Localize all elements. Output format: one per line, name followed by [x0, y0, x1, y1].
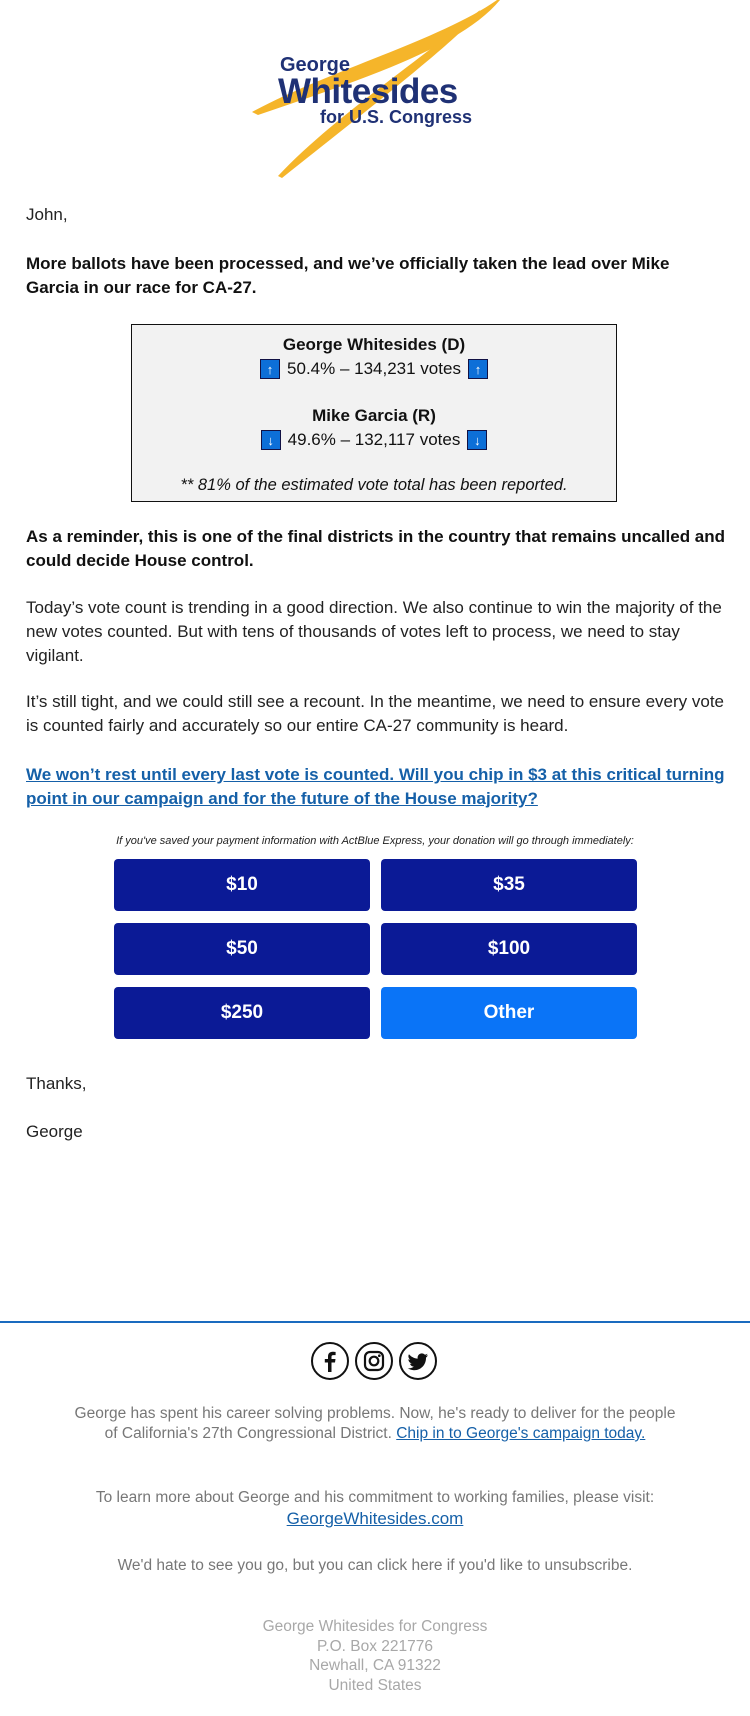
candidate2-name: Mike Garcia (R) [312, 406, 436, 425]
candidate1-name: George Whitesides (D) [282, 335, 466, 354]
facebook-icon[interactable] [311, 1342, 349, 1380]
footer-learn [70, 1488, 680, 1530]
address-line: Newhall, CA 91322 [309, 1657, 441, 1674]
footer-about-text: George has spent his career solving problems. Now, he's ready to deliver for the people of California's 27th Congressional District. [74, 1405, 676, 1442]
address-line: George Whitesides for Congress [262, 1618, 488, 1635]
address-line: P.O. Box 221776 [316, 1637, 434, 1655]
candidate2-result [132, 428, 616, 452]
footer-unsubscribe[interactable]: We'd hate to see you go, but you can click here if you'd like to unsubscribe. [117, 1557, 633, 1574]
logo-first-name: George [280, 54, 351, 76]
body-paragraph-1: Today’s vote count is trending in a good direction. We also continue to win the majority of the new votes counted. But with tens of thousands of votes left to process, we need to stay vigilant. [26, 598, 722, 665]
twitter-icon[interactable] [399, 1342, 437, 1380]
reminder-paragraph: As a reminder, this is one of the final districts in the country that remains uncalled and could decide House control. [26, 527, 726, 570]
vote-results-box [131, 324, 617, 502]
footer-learn-text: To learn more about George and his commitment to working families, please visit: [95, 1489, 655, 1506]
logo-last-name: Whitesides [278, 72, 458, 111]
address-line: United States [328, 1676, 422, 1694]
footer-website-link[interactable]: GeorgeWhitesides.com [286, 1509, 464, 1528]
footer-divider [0, 1321, 750, 1323]
candidate1-result [132, 357, 616, 381]
signoff-name: George [26, 1122, 83, 1141]
thanks-text: Thanks, [26, 1074, 87, 1093]
donate-50-button[interactable]: $50 [114, 923, 370, 975]
campaign-logo [0, 0, 750, 180]
donate-35-button[interactable]: $35 [381, 859, 637, 911]
greeting: John, [26, 205, 68, 224]
donate-cta-link[interactable]: We won’t rest until every last vote is counted. Will you chip in $3 at this critical turning point in our campaign and for the future of the House majority? [26, 765, 725, 808]
donate-100-button[interactable]: $100 [381, 923, 637, 975]
candidate2-votes: 49.6% – 132,117 votes [287, 430, 461, 449]
actblue-express-note: If you've saved your payment information with ActBlue Express, your donation will go through immediately: [116, 835, 634, 847]
footer-about [70, 1404, 680, 1444]
donate-other-button[interactable]: Other [381, 987, 637, 1039]
reporting-note: ** 81% of the estimated vote total has been reported. [180, 476, 568, 494]
up-arrow-icon: ↑ [468, 359, 488, 379]
down-arrow-icon: ↓ [261, 430, 281, 450]
down-arrow-icon: ↓ [467, 430, 487, 450]
lead-paragraph: More ballots have been processed, and we’ve officially taken the lead over Mike Garcia in our race for CA-27. [26, 254, 670, 297]
instagram-icon[interactable] [355, 1342, 393, 1380]
logo-subtitle: for U.S. Congress [320, 107, 473, 127]
footer-chip-in-link[interactable]: Chip in to George's campaign today. [396, 1425, 646, 1442]
up-arrow-icon: ↑ [260, 359, 280, 379]
body-paragraph-2: It’s still tight, and we could still see a recount. In the meantime, we need to ensure every vote is counted fairly and accurately so our entire CA-27 community is heard. [26, 692, 725, 735]
candidate1-votes: 50.4% – 134,231 votes [287, 359, 461, 378]
donate-250-button[interactable]: $250 [114, 987, 370, 1039]
donate-10-button[interactable]: $10 [114, 859, 370, 911]
footer-address [0, 1617, 750, 1695]
